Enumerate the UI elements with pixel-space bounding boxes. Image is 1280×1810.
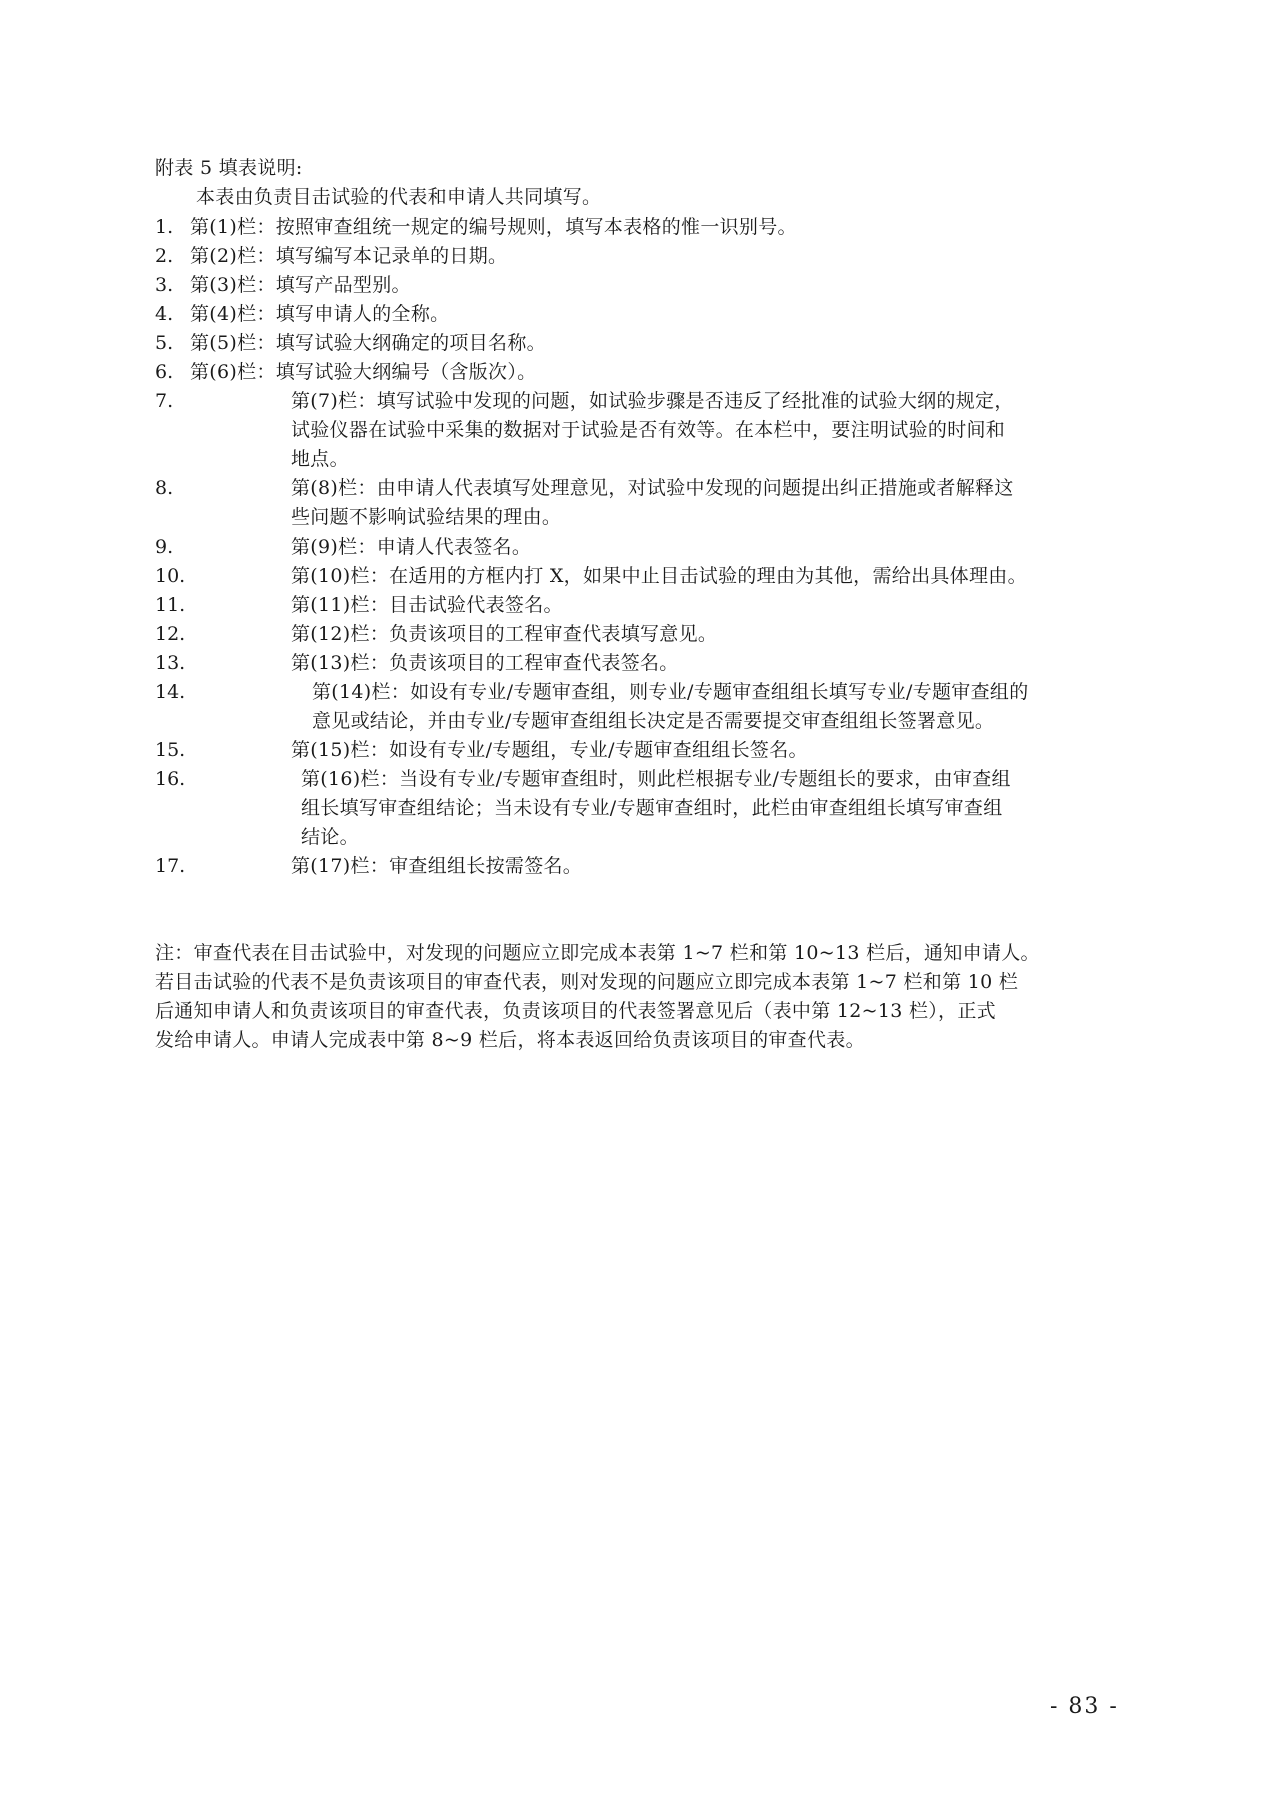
- item-number: 1.: [155, 216, 174, 238]
- item-text: 第(15)栏：如设有专业/专题组，专业/专题审查组组长签名。: [291, 739, 808, 761]
- item-text: 第(11)栏：目击试验代表签名。: [291, 594, 563, 616]
- item-text: 第(7)栏：填写试验中发现的问题，如试验步骤是否违反了经批准的试验大纲的规定，: [291, 390, 1014, 412]
- item-text: 第(16)栏：当设有专业/专题审查组时，则此栏根据专业/专题组长的要求，由审查组: [301, 768, 1011, 790]
- item-number: 14.: [155, 681, 186, 703]
- note-line: 注：审查代表在目击试验中，对发现的问题应立即完成本表第 1~7 栏和第 10~13 栏后，通知申请人。: [155, 942, 1040, 964]
- item-number: 2.: [155, 245, 174, 267]
- item-number: 10.: [155, 565, 186, 587]
- item-text: 第(3)栏：填写产品型别。: [190, 274, 411, 296]
- item-number: 15.: [155, 739, 186, 761]
- instructions-intro: 本表由负责目击试验的代表和申请人共同填写。: [196, 186, 602, 208]
- item-text: 第(8)栏：由申请人代表填写处理意见，对试验中发现的问题提出纠正措施或者解释这: [291, 477, 1014, 499]
- item-number: 5.: [155, 332, 174, 354]
- item-number: 3.: [155, 274, 174, 296]
- item-text: 地点。: [291, 448, 349, 470]
- form-instructions-heading: 附表 5 填表说明:: [155, 157, 303, 179]
- item-number: 4.: [155, 303, 174, 325]
- note-line: 后通知申请人和负责该项目的审查代表，负责该项目的代表签署意见后（表中第 12~13 栏），正式: [155, 1000, 996, 1022]
- page-number: - 83 -: [1050, 1694, 1119, 1719]
- item-text: 第(9)栏：申请人代表签名。: [291, 536, 532, 558]
- item-text: 组长填写审查组结论；当未设有专业/专题审查组时，此栏由审查组组长填写审查组: [301, 797, 1003, 819]
- item-number: 11.: [155, 594, 186, 616]
- note-line: 若目击试验的代表不是负责该项目的审查代表，则对发现的问题应立即完成本表第 1~7 栏和第 10 栏: [155, 971, 1019, 993]
- item-text: 第(5)栏：填写试验大纲确定的项目名称。: [190, 332, 546, 354]
- item-text: 第(13)栏：负责该项目的工程审查代表签名。: [291, 652, 679, 674]
- item-number: 12.: [155, 623, 186, 645]
- item-text: 第(12)栏：负责该项目的工程审查代表填写意见。: [291, 623, 718, 645]
- item-number: 16.: [155, 768, 186, 790]
- item-text: 第(10)栏：在适用的方框内打 X，如果中止目击试验的理由为其他，需给出具体理由。: [291, 565, 1027, 587]
- item-number: 6.: [155, 361, 174, 383]
- item-text: 第(14)栏：如设有专业/专题审查组，则专业/专题审查组组长填写专业/专题审查组的: [312, 681, 1029, 703]
- item-text: 试验仪器在试验中采集的数据对于试验是否有效等。在本栏中，要注明试验的时间和: [291, 419, 1006, 441]
- item-number: 9.: [155, 536, 174, 558]
- item-number: 8.: [155, 477, 174, 499]
- item-text: 第(2)栏：填写编写本记录单的日期。: [190, 245, 508, 267]
- item-text: 意见或结论，并由专业/专题审查组组长决定是否需要提交审查组组长签署意见。: [312, 710, 995, 732]
- item-number: 13.: [155, 652, 186, 674]
- note-line: 发给申请人。申请人完成表中第 8~9 栏后，将本表返回给负责该项目的审查代表。: [155, 1029, 865, 1051]
- item-text: 些问题不影响试验结果的理由。: [291, 506, 562, 528]
- item-text: 第(4)栏：填写申请人的全称。: [190, 303, 450, 325]
- item-text: 第(1)栏：按照审查组统一规定的编号规则，填写本表格的惟一识别号。: [190, 216, 797, 238]
- item-number: 17.: [155, 855, 186, 877]
- item-number: 7.: [155, 390, 174, 412]
- item-text: 结论。: [301, 826, 359, 848]
- item-text: 第(17)栏：审查组组长按需签名。: [291, 855, 583, 877]
- item-text: 第(6)栏：填写试验大纲编号（含版次）。: [190, 361, 537, 383]
